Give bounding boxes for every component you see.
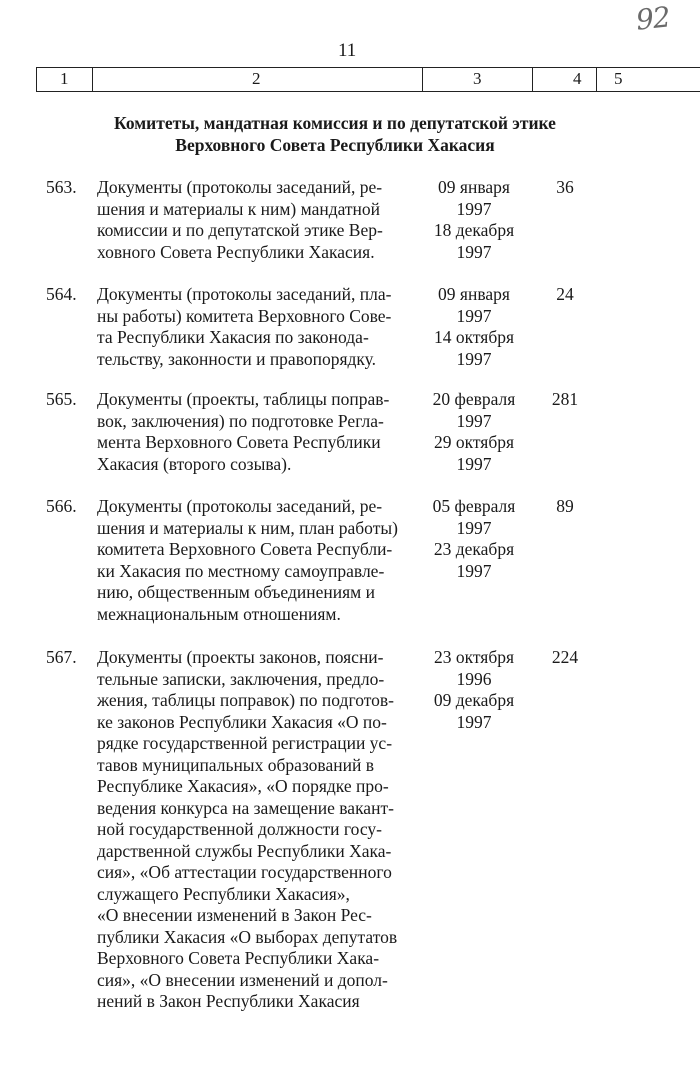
description-line: та Республики Хакасия по законода- bbox=[97, 327, 369, 347]
description-line: сия», «Об аттестации государственного bbox=[97, 862, 392, 882]
column-header-2: 2 bbox=[252, 69, 261, 88]
description-line: ки Хакасия по местному самоуправле- bbox=[97, 560, 385, 581]
entry-count: 24 bbox=[556, 284, 574, 304]
description-line: жения, таблицы поправок) по подготов- bbox=[97, 690, 394, 710]
description-line: Документы (протоколы заседаний, пла- bbox=[97, 284, 392, 304]
description-line: ведения конкурса на замещение вакант- bbox=[97, 797, 394, 818]
entry-number: 566. bbox=[46, 496, 77, 516]
description-line: сия», «О внесении изменений и допол- bbox=[97, 969, 388, 990]
description-line: Документы (протоколы заседаний, ре- bbox=[97, 177, 383, 197]
entry-number: 563. bbox=[46, 177, 77, 197]
entry-description bbox=[97, 284, 415, 370]
entry-dates bbox=[418, 389, 530, 475]
date-line: 1997 bbox=[456, 410, 492, 431]
date-line: 1996 bbox=[456, 668, 492, 689]
entry-dates bbox=[418, 284, 530, 370]
date-line: 1997 bbox=[456, 517, 492, 538]
column-divider bbox=[36, 67, 37, 92]
date-line: 1997 bbox=[456, 560, 492, 581]
date-line: 09 января bbox=[438, 284, 510, 304]
description-line: тельству, законности и правопорядку. bbox=[97, 348, 377, 369]
date-line: 09 января bbox=[438, 177, 510, 197]
date-line: 1997 bbox=[456, 241, 492, 262]
entry-dates bbox=[418, 647, 530, 733]
description-line: Верховного Совета Республики Хака- bbox=[97, 948, 380, 968]
description-line: рядке государственной регистрации ус- bbox=[97, 733, 393, 753]
description-line: Документы (протоколы заседаний, ре- bbox=[97, 496, 383, 516]
description-line: мента Верховного Совета Республики bbox=[97, 432, 381, 452]
entry-number: 567. bbox=[46, 647, 77, 667]
column-divider bbox=[596, 67, 597, 92]
date-line: 20 февраля bbox=[432, 389, 516, 409]
description-line: Документы (проекты законов, поясни- bbox=[97, 647, 384, 667]
date-line: 1997 bbox=[456, 305, 492, 326]
entry-number: 564. bbox=[46, 284, 77, 304]
description-line: шения и материалы к ним) мандатной bbox=[97, 198, 381, 219]
section-heading bbox=[80, 112, 590, 156]
entry-count: 89 bbox=[556, 496, 574, 516]
column-header-row bbox=[36, 67, 700, 92]
date-line: 23 октября bbox=[433, 647, 515, 667]
entry-count: 281 bbox=[551, 389, 579, 409]
description-line: Хакасия (второго созыва). bbox=[97, 453, 292, 474]
entry-description bbox=[97, 647, 415, 1013]
column-header-4: 4 bbox=[573, 69, 582, 88]
date-line: 29 октября bbox=[433, 432, 515, 452]
date-line: 05 февраля bbox=[432, 496, 516, 516]
column-divider bbox=[92, 67, 93, 92]
description-line: вок, заключения) по подготовке Регла- bbox=[97, 410, 384, 431]
description-line: тавов муниципальных образований в bbox=[97, 754, 374, 775]
date-line: 09 декабря bbox=[433, 690, 515, 710]
entry-count: 36 bbox=[556, 177, 574, 197]
handwritten-page-mark: 92 bbox=[634, 0, 672, 37]
description-line: нений в Закон Республики Хакасия bbox=[97, 991, 360, 1011]
entry-number: 565. bbox=[46, 389, 77, 409]
entry-dates bbox=[418, 177, 530, 263]
entry-description bbox=[97, 389, 415, 475]
description-line: шения и материалы к ним, план работы) bbox=[97, 517, 398, 538]
description-line: дарственной службы Республики Хака- bbox=[97, 840, 392, 861]
entry-description bbox=[97, 496, 415, 625]
description-line: «О внесении изменений в Закон Рес- bbox=[97, 905, 372, 925]
section-heading-line: Верховного Совета Республики Хакасия bbox=[175, 135, 495, 155]
description-line: межнациональным отношениям. bbox=[97, 603, 341, 624]
date-line: 1997 bbox=[456, 453, 492, 474]
column-divider bbox=[532, 67, 533, 92]
column-divider bbox=[422, 67, 423, 92]
date-line: 1997 bbox=[456, 348, 492, 369]
description-line: ховного Совета Республики Хакасия. bbox=[97, 241, 375, 262]
date-line: 18 декабря bbox=[433, 220, 515, 240]
header-bottom-rule bbox=[36, 91, 700, 92]
entry-description bbox=[97, 177, 415, 263]
description-line: комиссии и по депутатской этике Вер- bbox=[97, 220, 383, 240]
column-header-1: 1 bbox=[60, 69, 69, 88]
section-heading-line: Комитеты, мандатная комиссия и по депутатской этике bbox=[114, 113, 556, 133]
description-line: ной государственной должности госу- bbox=[97, 819, 382, 839]
page-number: 11 bbox=[338, 40, 357, 61]
date-line: 1997 bbox=[456, 711, 492, 732]
entry-dates bbox=[418, 496, 530, 582]
entry-count: 224 bbox=[551, 647, 579, 667]
description-line: Документы (проекты, таблицы поправ- bbox=[97, 389, 390, 409]
column-header-3: 3 bbox=[473, 69, 482, 88]
description-line: публики Хакасия «О выборах депутатов bbox=[97, 926, 398, 947]
description-line: Республике Хакасия», «О порядке про- bbox=[97, 776, 389, 796]
date-line: 1997 bbox=[456, 198, 492, 219]
date-line: 14 октября bbox=[433, 327, 515, 347]
description-line: нию, общественным объединениям и bbox=[97, 582, 375, 602]
description-line: ны работы) комитета Верховного Сове- bbox=[97, 305, 392, 326]
date-line: 23 декабря bbox=[433, 539, 515, 559]
description-line: комитета Верховного Совета Республи- bbox=[97, 539, 393, 559]
header-top-rule bbox=[36, 67, 700, 68]
description-line: служащего Республики Хакасия», bbox=[97, 883, 350, 904]
column-header-5: 5 bbox=[614, 69, 623, 88]
description-line: ке законов Республики Хакасия «О по- bbox=[97, 711, 387, 732]
description-line: тельные записки, заключения, предло- bbox=[97, 668, 385, 689]
